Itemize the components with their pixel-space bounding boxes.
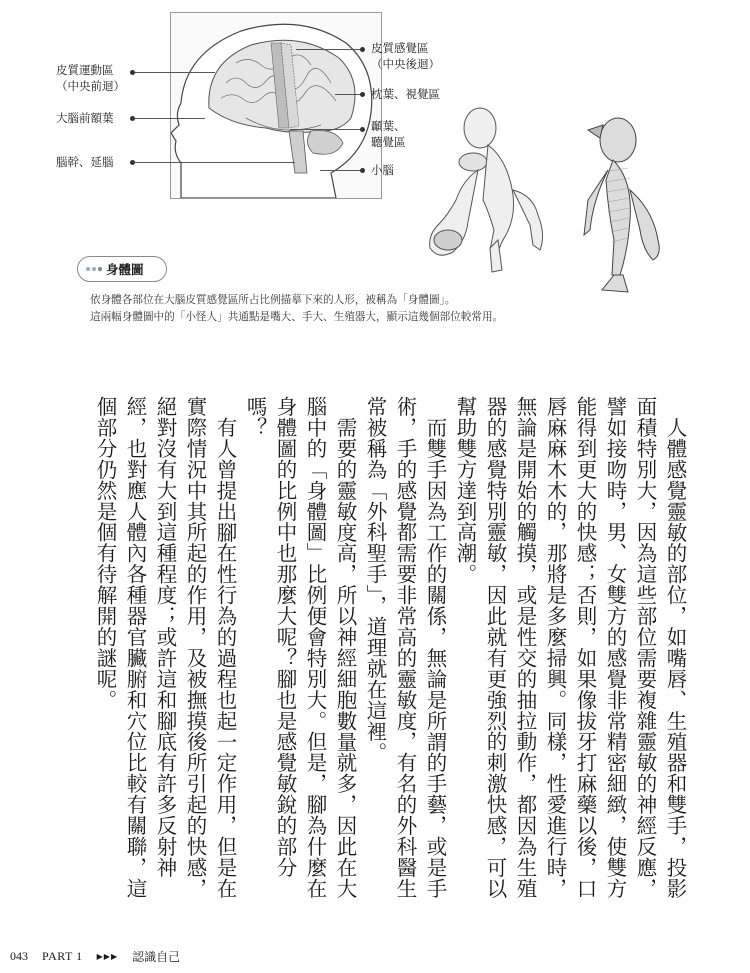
homunculus-illustration [418,100,678,300]
body-text [90,396,690,916]
page-number: 043 [10,949,28,963]
chapter-title: 認識自己 [132,950,181,964]
paragraph: 需要的靈敏度高，所以神經細胞數量就多，因此在大腦中的「身體圖」比例便會特別大。但是，腳為什麼在身體圖的比例中也那麼大呢？腳也是感覺敏銳的部分嗎？ [243,396,357,899]
caption-tag [77,256,167,282]
caption-line-2: 這兩幅身體圖中的「小怪人」共通點是嘴大、手大、生殖器大，顯示這幾個部位較常用。 [90,311,504,323]
callout-dot [360,92,365,97]
page-footer [10,948,180,965]
callout-leader [335,94,360,95]
caption-line-1: 依身體各部位在大腦皮質感覺區所占比例描摹下來的人形，被稱為「身體圖」。 [90,294,456,306]
callout-dot [360,47,365,52]
paragraph: 人體感覺靈敏的部位，如嘴唇、生殖器和雙手，投影面積特別大，因為這些部位需要複雜靈敏的神經反應，譬如接吻時，男、女雙方的感覺非常精密細緻，使雙方能得到更大的快感；否則，如果像拔牙打麻藥以後，口唇麻麻木木的，那將是多麼掃興。同樣，性愛進行時，無論是開始的觸摸，或是性交的抽拉動作，都因為生殖器的感覺特別靈敏，因此就有更強烈的刺激快感，可以幫助雙方達到高潮。 [453,396,687,899]
label-occipital: 枕葉、視覺區 [371,87,440,101]
label-prefrontal: 大腦前額葉 [56,111,114,125]
paragraph: 而雙手因為工作的關係，無論是所謂的手藝，或是手術，手的感覺都需要非常高的靈敏度，有名的外科醫生常被稱為「外科聖手」，道理就在這裡。 [363,396,447,899]
paragraph: 有人曾提出腳在性行為的過程也起一定作用，但是在實際情況中其所起的作用，及被撫摸後所引起的快感，絕對沒有大到這種程度；或許這和腳底有許多反射神經，也對應人體內各種器官臟腑和穴位比較有關聯，這個部分仍然是個有待解開的謎呢。 [93,396,237,899]
callout-leader [135,162,295,163]
callout-dot [360,168,365,173]
part-label: PART 1 [42,949,83,963]
callout-leader [320,170,360,171]
callout-dot [360,127,365,132]
callout-leader [135,118,205,119]
label-sensory-cortex: 皮質感覺區 （中央後迴） [371,41,440,71]
label-motor-cortex: 皮質運動區 （中央前迴） [56,63,125,93]
tag-dots-icon [86,267,102,271]
arrows-icon: ▶▶▶ [96,952,119,961]
callout-leader [135,72,215,73]
callout-leader [296,49,360,50]
label-temporal: 顳葉、 聽覺區 [371,119,406,149]
label-brainstem: 腦幹、延腦 [56,155,114,169]
label-cerebellum: 小腦 [371,163,394,177]
callout-leader [290,129,360,130]
caption-tag-label: 身體圖 [106,262,144,277]
